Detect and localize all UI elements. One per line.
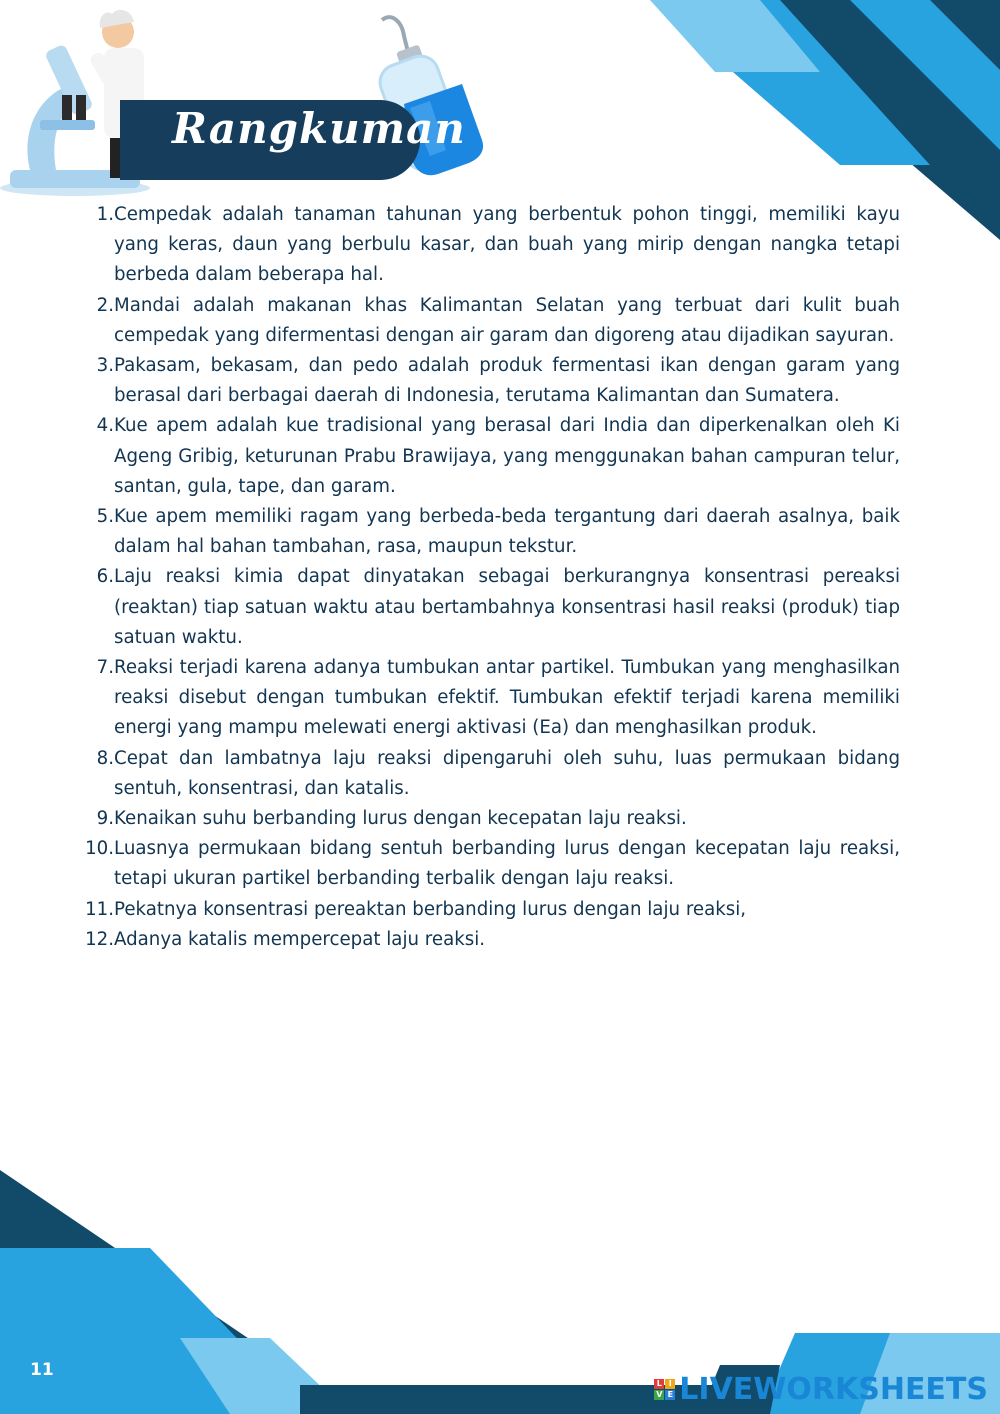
page-number: 11	[30, 1360, 54, 1380]
liveworksheets-watermark[interactable]	[654, 1372, 988, 1407]
list-item	[80, 200, 900, 291]
list-item	[80, 925, 900, 955]
item-text: Luasnya permukaan bidang sentuh berbanding lurus dengan kecepatan laju reaksi, tetapi ukuran partikel berbanding terbalik dengan laju reaksi.	[114, 838, 900, 890]
item-text: Mandai adalah makanan khas Kalimantan Selatan yang terbuat dari kulit buah cempedak yang difermentasi dengan air garam dan digoreng atau dijadikan sayuran.	[114, 294, 900, 346]
list-item	[80, 291, 900, 351]
item-number: 11.	[85, 898, 114, 920]
item-number: 2.	[96, 294, 114, 316]
watermark-text: LIVEWORKSHEETS	[679, 1372, 988, 1407]
list-item	[80, 895, 900, 925]
item-text: Kue apem memiliki ragam yang berbeda-beda tergantung dari daerah asalnya, baik dalam hal bahan tambahan, rasa, maupun tekstur.	[114, 506, 900, 558]
list-item	[80, 351, 900, 411]
item-number: 10.	[85, 838, 114, 860]
item-number: 9.	[96, 808, 114, 830]
list-item	[80, 744, 900, 804]
item-text: Reaksi terjadi karena adanya tumbukan antar partikel. Tumbukan yang menghasilkan reaksi disebut dengan tumbukan efektif. Tumbukan efektif terjadi karena memiliki energi yang mampu melewati energi aktivasi (Ea) dan menghasilkan produk.	[114, 657, 900, 739]
list-item	[80, 411, 900, 502]
item-number: 1.	[96, 204, 114, 225]
item-number: 7.	[96, 657, 114, 679]
list-item	[80, 834, 900, 894]
item-text: Pekatnya konsentrasi pereaktan berbanding lurus dengan laju reaksi,	[114, 898, 747, 920]
item-text: Cepat dan lambatnya laju reaksi dipengaruhi oleh suhu, luas permukaan bidang sentuh, konsentrasi, dan katalis.	[114, 747, 900, 799]
item-text: Kenaikan suhu berbanding lurus dengan kecepatan laju reaksi.	[114, 808, 687, 830]
item-number: 5.	[96, 506, 114, 528]
list-item	[80, 502, 900, 562]
item-text: Kue apem adalah kue tradisional yang berasal dari India dan diperkenalkan oleh Ki Ageng Gribig, keturunan Prabu Brawijaya, yang menggunakan bahan campuran telur, santan, gula, tape, dan garam.	[114, 415, 900, 497]
logo-letter-l: L	[654, 1379, 664, 1389]
item-text: Cempedak adalah tanaman tahunan yang berbentuk pohon tinggi, memiliki kayu yang keras, daun yang berbulu kasar, dan buah yang mirip dengan nangka tetapi berbeda dalam beberapa hal.	[114, 204, 900, 286]
item-text: Laju reaksi kimia dapat dinyatakan sebagai berkurangnya konsentrasi pereaksi (reaktan) tiap satuan waktu atau bertambahnya konsentrasi hasil reaksi (produk) tiap satuan waktu.	[114, 566, 900, 648]
item-number: 6.	[96, 566, 114, 588]
item-number: 4.	[96, 415, 114, 437]
item-number: 3.	[96, 355, 114, 377]
logo-letter-e: E	[665, 1390, 675, 1400]
logo-letter-i: I	[665, 1379, 675, 1389]
item-text: Adanya katalis mempercepat laju reaksi.	[114, 928, 486, 950]
list-item	[80, 562, 900, 653]
logo-letter-v: V	[656, 1390, 663, 1399]
list-item	[80, 804, 900, 834]
item-number: 8.	[96, 747, 114, 769]
page-title: Rangkuman	[172, 104, 466, 153]
liveworksheets-logo-icon	[654, 1379, 675, 1400]
summary-list	[80, 200, 900, 955]
list-item	[80, 653, 900, 744]
item-number: 12.	[85, 928, 114, 950]
item-text: Pakasam, bekasam, dan pedo adalah produk fermentasi ikan dengan garam yang berasal dari berbagai daerah di Indonesia, terutama Kalimantan dan Sumatera.	[114, 355, 900, 407]
